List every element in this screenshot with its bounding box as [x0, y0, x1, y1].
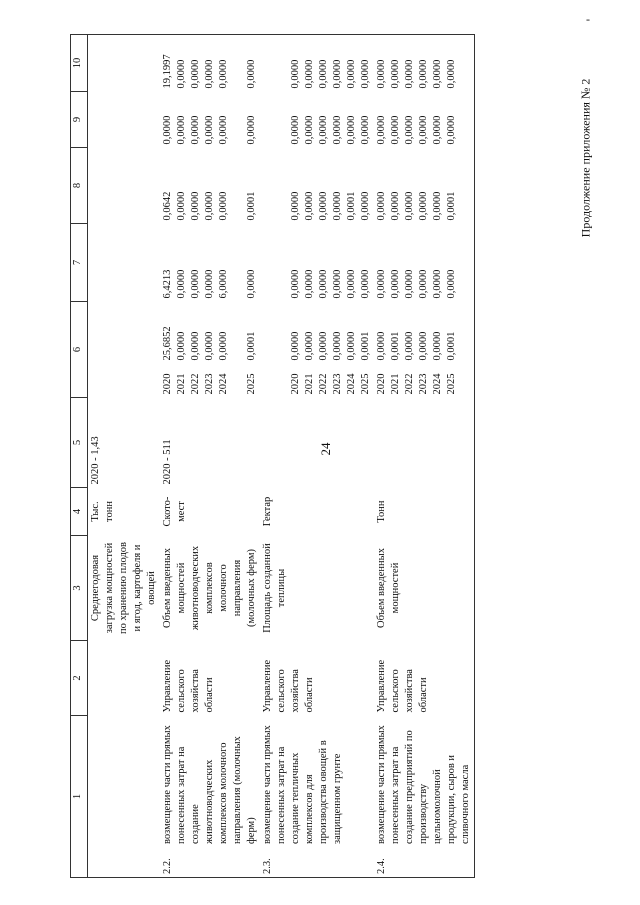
page-number: 24: [318, 442, 333, 456]
item-number: 2.3.: [262, 858, 273, 874]
value-col6: 0,0001: [446, 331, 457, 361]
base-cell: [260, 398, 374, 488]
value-c9-cell: [260, 92, 374, 148]
value-c8: 0,0001: [446, 191, 457, 221]
year-values-cell: [88, 302, 161, 398]
value-c9: [261, 95, 275, 145]
value-col6: 0,0000: [404, 331, 415, 361]
value-c7: 0,0000: [390, 269, 401, 299]
value-col6: 0,0001: [360, 331, 371, 361]
value-c7: 0,0000: [432, 269, 443, 299]
year-label: 2025: [360, 373, 371, 395]
value-c8: [231, 151, 245, 221]
base-cell: [374, 398, 475, 488]
value-c8: 0,0000: [360, 191, 371, 221]
value-c10: 0,0000: [418, 59, 429, 89]
value-c10: 0,0000: [360, 59, 371, 89]
year-label: 2020: [376, 373, 387, 395]
value-c7: 0,0000: [176, 269, 187, 299]
value-c9: 0,0000: [204, 115, 215, 145]
value-c7: 0,0000: [376, 269, 387, 299]
value-c10: [261, 38, 275, 89]
rotated-table-wrapper: [70, 35, 572, 878]
value-c8: 0,0000: [390, 191, 401, 221]
executor-cell: [88, 641, 161, 716]
appendix-title: Продолжение приложения № 2: [578, 78, 593, 238]
measure-cell: [160, 716, 260, 878]
executor-cell: Управление сельского хозяйства области: [374, 641, 475, 716]
value-c9: 0,0000: [446, 115, 457, 145]
table-row: [374, 35, 475, 878]
year-label: 2025: [246, 373, 257, 395]
value-c9: 0,0000: [332, 115, 343, 145]
value-c8: 0,0000: [404, 191, 415, 221]
value-c10: 0,0000: [432, 59, 443, 89]
value-c9: 0,0000: [376, 115, 387, 145]
value-c8: 0,0000: [432, 191, 443, 221]
value-c7: 0,0000: [360, 269, 371, 299]
value-c9: 0,0000: [176, 115, 187, 145]
value-c7: [275, 227, 289, 299]
value-c7-cell: [160, 224, 260, 302]
value-c7: 0,0000: [332, 269, 343, 299]
value-c7: 0,0000: [404, 269, 415, 299]
value-col6: 0,0000: [376, 331, 387, 361]
value-c8: 0,0000: [290, 191, 301, 221]
year-label: 2025: [446, 373, 457, 395]
value-col6: 25,6852: [162, 326, 173, 361]
value-c7: 0,0000: [418, 269, 429, 299]
value-col6: 0,0000: [332, 331, 343, 361]
value-c10-cell: [160, 35, 260, 92]
value-c9: 0,0000: [290, 115, 301, 145]
header-cell: 3: [71, 536, 88, 641]
value-c10: 0,0000: [290, 59, 301, 89]
value-c9: 0,0000: [346, 115, 357, 145]
header-cell: 9: [71, 92, 88, 148]
year-label: [275, 361, 289, 395]
year-label: 2021: [176, 373, 187, 395]
value-c9: 0,0000: [404, 115, 415, 145]
measure-cell: [374, 716, 475, 878]
header-cell: 8: [71, 148, 88, 224]
value-c8: 0,0000: [218, 191, 229, 221]
value-c10: 0,0000: [218, 59, 229, 89]
value-col6: 0,0000: [346, 331, 357, 361]
value-c9: [275, 95, 289, 145]
year-values-cell: [374, 302, 475, 398]
value-col6: 0,0000: [432, 331, 443, 361]
value-c10-cell: [260, 35, 374, 92]
value-c8: 0,0000: [190, 191, 201, 221]
header-cell: 4: [71, 488, 88, 536]
executor-cell: Управление сельского хозяйства области: [162, 659, 215, 713]
value-c8-cell: [260, 148, 374, 224]
value-c9: 0,0000: [218, 115, 229, 145]
value-c9-cell: [88, 92, 161, 148]
measure-cell: [260, 716, 374, 878]
value-c7: 0,0000: [446, 269, 457, 299]
value-c7: [261, 227, 275, 299]
year-label: 2024: [432, 373, 443, 395]
value-col6: 0,0000: [418, 331, 429, 361]
value-c10: 0,0000: [446, 59, 457, 89]
value-c9-cell: [160, 92, 260, 148]
header-cell: 5: [71, 398, 88, 488]
indicator-cell: Среднегодовая загрузка мощностей по хранению плодов и ягод, картофеля и овощей: [90, 542, 157, 634]
year-label: 2024: [346, 373, 357, 395]
value-c10: 0,0000: [390, 59, 401, 89]
value-c8: [275, 151, 289, 221]
value-col6: 0,0000: [218, 331, 229, 361]
year-label: 2021: [304, 373, 315, 395]
value-c10: 0,0000: [246, 59, 257, 89]
measure-cell: [88, 716, 161, 878]
year-values-cell: [260, 302, 374, 398]
value-c7: 0,0000: [304, 269, 315, 299]
value-c9-cell: [374, 92, 475, 148]
measure-text: возмещение части прямых понесенных затрат на создание животноводческих комплексов молочного направления (молочных ферм): [162, 725, 257, 844]
table-row: [160, 35, 260, 878]
value-c10: 0,0000: [404, 59, 415, 89]
value-c10-cell: [88, 35, 161, 92]
base-cell: 2020 - 1,43: [90, 436, 101, 485]
indicator-cell: Объем введенных мощностей: [374, 536, 475, 641]
value-c10: 0,0000: [376, 59, 387, 89]
value-c9: 0,0000: [360, 115, 371, 145]
item-number: 2.4.: [376, 858, 387, 874]
value-c8-cell: [374, 148, 475, 224]
value-col6: [231, 326, 245, 360]
value-c7-cell: [374, 224, 475, 302]
value-c8: 0,0000: [176, 191, 187, 221]
unit-cell: Гектар: [262, 496, 273, 527]
table-body: [88, 35, 475, 878]
value-c8: 0,0000: [204, 191, 215, 221]
base-cell: 2020 - 511: [162, 439, 173, 485]
value-c8-cell: [160, 148, 260, 224]
measure-text: возмещение части прямых понесенных затрат на создание тепличных комплексов для производства овощей в защищенном грунте: [262, 725, 343, 844]
value-c8: 0,0000: [332, 191, 343, 221]
value-c7-cell: [88, 224, 161, 302]
year-label: 2020: [290, 373, 301, 395]
header-cell: 10: [71, 35, 88, 92]
value-c9: 0,0000: [162, 115, 173, 145]
header-cell: 2: [71, 641, 88, 716]
table-row: [88, 35, 161, 878]
value-c9: 0,0000: [190, 115, 201, 145]
value-c9: 0,0000: [246, 115, 257, 145]
indicator-cell: Объем введенных мощностей животноводческих комплексов молочного направления (молочных ферм): [162, 545, 257, 631]
value-c8: 0,0000: [376, 191, 387, 221]
value-col6: 0,0000: [318, 331, 329, 361]
value-c7: 0,0000: [246, 269, 257, 299]
value-c7: 6,4213: [162, 269, 173, 299]
value-col6: 0,0000: [290, 331, 301, 361]
value-col6: 0,0001: [390, 331, 401, 361]
executor-cell: Управление сельского хозяйства области: [262, 659, 315, 713]
year-label: [231, 361, 245, 395]
indicators-table: [70, 34, 475, 878]
year-label: 2023: [332, 373, 343, 395]
value-col6: 0,0000: [176, 331, 187, 361]
value-c9: 0,0000: [432, 115, 443, 145]
value-col6: 0,0000: [304, 331, 315, 361]
header-cell: 7: [71, 224, 88, 302]
year-label: 2021: [390, 373, 401, 395]
value-c10: 0,0000: [304, 59, 315, 89]
value-c10: 0,0000: [318, 59, 329, 89]
value-c10: 19,1997: [162, 54, 173, 89]
item-number: 2.2.: [162, 858, 173, 874]
unit-cell: Тонн: [374, 488, 475, 536]
year-label: 2023: [418, 373, 429, 395]
measure-text: возмещение части прямых понесенных затрат на создание предприятий по производству цельномолочной продукции, сыров и сливочного масла: [376, 725, 471, 844]
indicator-cell: Площадь созданной теплицы: [262, 543, 287, 633]
year-label: 2022: [190, 373, 201, 395]
year-label: 2020: [162, 373, 173, 395]
value-c9: [231, 95, 245, 145]
value-c10: 0,0000: [204, 59, 215, 89]
value-c7: [231, 227, 245, 299]
value-c8-cell: [88, 148, 161, 224]
value-col6: [275, 332, 289, 361]
value-c9: 0,0000: [390, 115, 401, 145]
value-c7: 0,0000: [190, 269, 201, 299]
header-cell: 6: [71, 302, 88, 398]
unit-cell: Ското-мест: [162, 496, 187, 527]
value-c8: 0,0001: [346, 191, 357, 221]
value-c10: [275, 38, 289, 89]
table-row: [260, 35, 374, 878]
value-c7-cell: [260, 224, 374, 302]
year-label: 2022: [404, 373, 415, 395]
header-row: [71, 35, 88, 878]
value-c9: 0,0000: [318, 115, 329, 145]
value-c10: [231, 38, 245, 89]
value-c10: 0,0000: [332, 59, 343, 89]
value-c10: 0,0000: [190, 59, 201, 89]
value-col6: [261, 332, 275, 361]
value-c7: 0,0000: [290, 269, 301, 299]
value-col6: 0,0001: [246, 331, 257, 361]
value-col6: 0,0000: [190, 331, 201, 361]
year-label: 2023: [204, 373, 215, 395]
value-c7: 6,0000: [218, 269, 229, 299]
value-c10: 0,0000: [176, 59, 187, 89]
value-c8: 0,0000: [418, 191, 429, 221]
year-values-cell: [160, 302, 260, 398]
value-c7: 0,0000: [318, 269, 329, 299]
value-c8: [261, 151, 275, 221]
value-c8: 0,0000: [318, 191, 329, 221]
value-c7: 0,0000: [346, 269, 357, 299]
year-label: 2022: [318, 373, 329, 395]
value-c8: 0,0001: [246, 191, 257, 221]
corner-mark: -: [586, 12, 590, 26]
value-c9: 0,0000: [418, 115, 429, 145]
value-col6: 0,0000: [204, 331, 215, 361]
value-c8: 0,0000: [304, 191, 315, 221]
value-c10-cell: [374, 35, 475, 92]
header-cell: 1: [71, 716, 88, 878]
value-c7: 0,0000: [204, 269, 215, 299]
value-c10: 0,0000: [346, 59, 357, 89]
unit-cell: Тыс. тонн: [90, 501, 115, 522]
value-c9: 0,0000: [304, 115, 315, 145]
year-label: [261, 361, 275, 395]
year-label: 2024: [218, 373, 229, 395]
value-c8: 0,0642: [162, 191, 173, 221]
